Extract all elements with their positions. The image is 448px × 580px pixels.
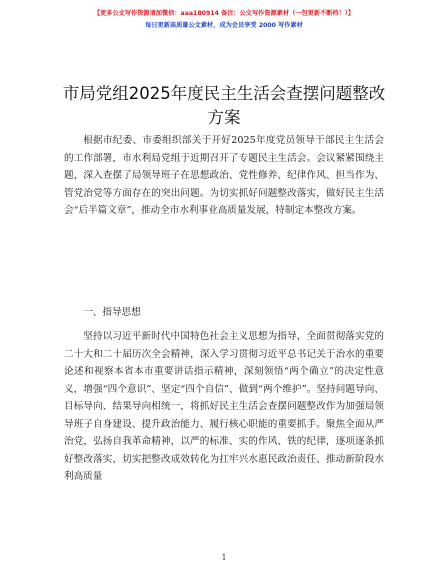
section-heading-guiding-ideology: 一、指导思想 [83, 307, 141, 318]
page-number: 1 [221, 553, 227, 562]
guiding-paragraph-block [64, 328, 384, 486]
guiding-paragraph: 坚持以习近平新时代中国特色社会主义思想为指导，全面贯彻落实党的二十大和二十届历次全会精神，深入学习贯彻习近平总书记关于治水的重要论述和视察本省本市重要讲话指示精神，深刻领悟“两个确立”的决定性意义，增强“四个意识”、坚定“四个自信”、做到“两个维护”。坚持问题导向、目标导向、结果导向相统一，将抓好民主生活会查摆问题整改作为加强局领导班子自身建设、提升政治能力、履行核心职能的重要抓手。聚焦全面从严治党，弘扬自我革命精神，以严的标准、实的作风、铁的纪律，逐项逐条抓好整改落实，切实把整改成效转化为扛牢兴水惠民政治责任、推动新阶段水利高质量 [64, 331, 384, 482]
promo-line-2: 每日更新高质量公文素材，成为会员享受 2000 写作素材 [145, 22, 303, 29]
promo-banner [0, 8, 448, 32]
promo-line-1: 【更多公文写作资源请加微信：aaa180914 备注：公文写作资源素材（一包更新不断档！）】 [93, 10, 355, 17]
intro-paragraph: 根据市纪委、市委组织部关于开好2025年度党员领导干部民主生活会的工作部署，市水利局党组于近期召开了专题民主生活会。会议紧紧围绕主题，深入查摆了局领导班子在思想政治、党性修养、纪律作风、担当作为、管党治党等方面存在的突出问题。为切实抓好问题整改落实，做好民主生活会“后半篇文章”，推动全市水利事业高质量发展，特制定本整改方案。 [64, 135, 384, 216]
section-heading-block [64, 304, 384, 322]
document-title: 市局党组2025年度民主生活会查摆问题整改方案 [62, 84, 386, 127]
intro-paragraph-block [64, 132, 384, 220]
